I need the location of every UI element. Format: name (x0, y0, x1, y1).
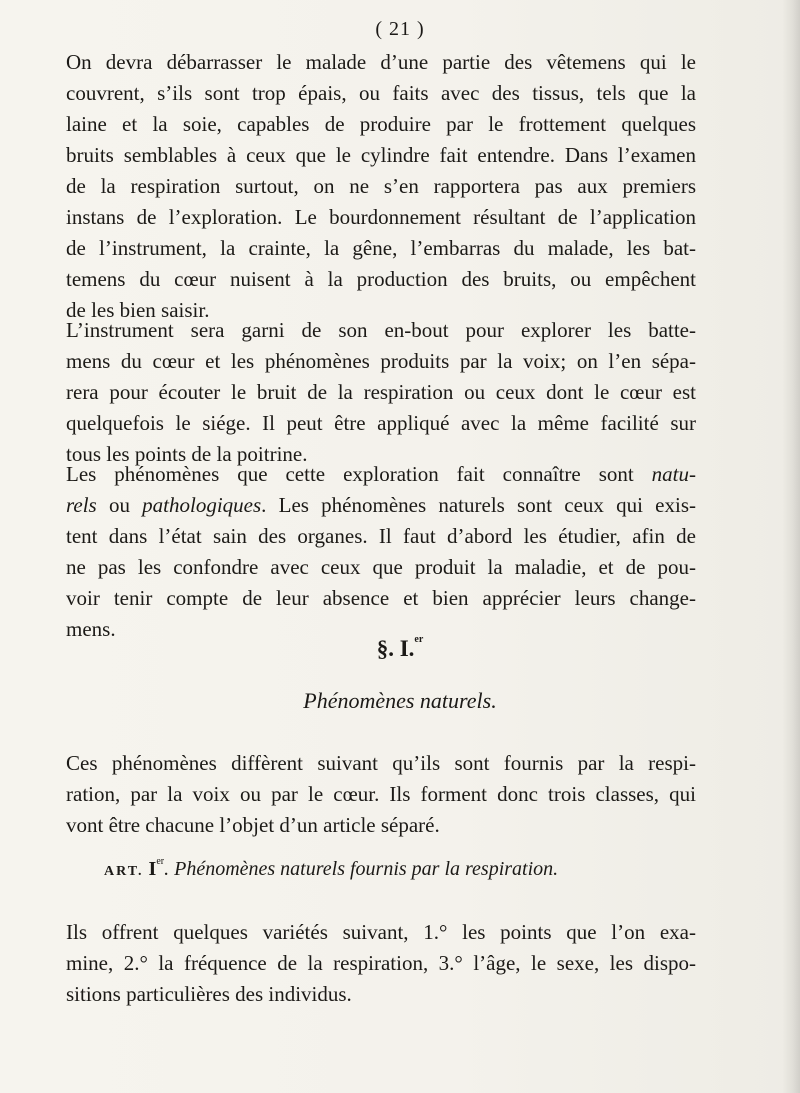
paragraph-1 (66, 47, 696, 326)
text-line (66, 490, 696, 521)
text-line: temens du cœur nuisent à la production des bruits, ou empêchent (66, 267, 696, 291)
text-line: quelquefois le siége. Il peut être appliqué avec la même facilité sur (66, 411, 696, 435)
text-line: rera pour écouter le bruit de la respiration ou ceux dont le cœur est (66, 380, 696, 404)
text-line: couvrent, s’ils sont trop épais, ou faits avec des tissus, tels que la (66, 81, 696, 105)
text-line: bruits semblables à ceux que le cylindre fait entendre. Dans l’examen (66, 143, 696, 167)
article-title: . Phénomènes naturels fournis par la respiration. (164, 858, 559, 880)
section-intro (66, 748, 696, 841)
article-number: I (148, 858, 157, 880)
text-line: instans de l’exploration. Le bourdonnement résultant de l’application (66, 205, 696, 229)
text-line: Ces phénomènes diffèrent suivant qu’ils sont fournis par la respi- (66, 751, 696, 775)
page-edge-shadow (782, 0, 800, 1093)
text-line (66, 459, 696, 490)
text-line: mine, 2.° la fréquence de la respiration, 3.° l’âge, le sexe, les dispo- (66, 951, 696, 975)
text-line: laine et la soie, capables de produire par le frottement quelques (66, 112, 696, 136)
text-line: tous les points de la poitrine. (66, 442, 308, 466)
paragraph-2 (66, 315, 696, 470)
article-superscript: er (156, 856, 165, 867)
text-line: sitions particulières des individus. (66, 982, 352, 1006)
text-line: de l’instrument, la crainte, la gêne, l’embarras du malade, les bat- (66, 236, 696, 260)
article-heading (104, 858, 644, 881)
text-line: de la respiration surtout, on ne s’en rapportera pas aux premiers (66, 174, 696, 198)
paragraph-3 (66, 459, 696, 645)
text-line: On devra débarrasser le malade d’une partie des vêtemens qui le (66, 50, 696, 74)
text-run: ou (96, 493, 143, 517)
text-line: voir tenir compte de leur absence et bien apprécier leurs change- (66, 586, 696, 610)
text-line: tent dans l’état sain des organes. Il faut d’abord les étudier, afin de (66, 524, 696, 548)
section-heading (0, 636, 800, 662)
text-line: ne pas les confondre avec ceux que produit la maladie, et de pou- (66, 555, 696, 579)
text-line: mens du cœur et les phénomènes produits par la voix; on l’en sépa- (66, 349, 696, 373)
text-line: L’instrument sera garni de son en-bout pour explorer les batte- (66, 318, 696, 342)
text-line: vont être chacune l’objet d’un article séparé. (66, 813, 440, 837)
italic-term: rels (66, 493, 97, 517)
text-line: de les bien saisir. (66, 298, 210, 322)
italic-term: pathologiques (142, 493, 262, 517)
text-line: mens. (66, 617, 116, 641)
text-run: . Les phénomènes naturels sont ceux qui exis- (261, 493, 696, 517)
text-line: Ils offrent quelques variétés suivant, 1.° les points que l’on exa- (66, 920, 696, 944)
section-mark: §. I. (376, 636, 415, 661)
section-superscript: er (414, 634, 424, 645)
paragraph-4 (66, 917, 696, 1010)
italic-term: natu- (651, 462, 696, 486)
article-label: ART. (104, 864, 144, 879)
text-run: Les phénomènes que cette exploration fait connaître sont (66, 462, 652, 486)
text-line: ration, par la voix ou par le cœur. Ils forment donc trois classes, qui (66, 782, 696, 806)
section-title: Phénomènes naturels. (303, 688, 497, 713)
page-number: ( 21 ) (375, 18, 425, 40)
